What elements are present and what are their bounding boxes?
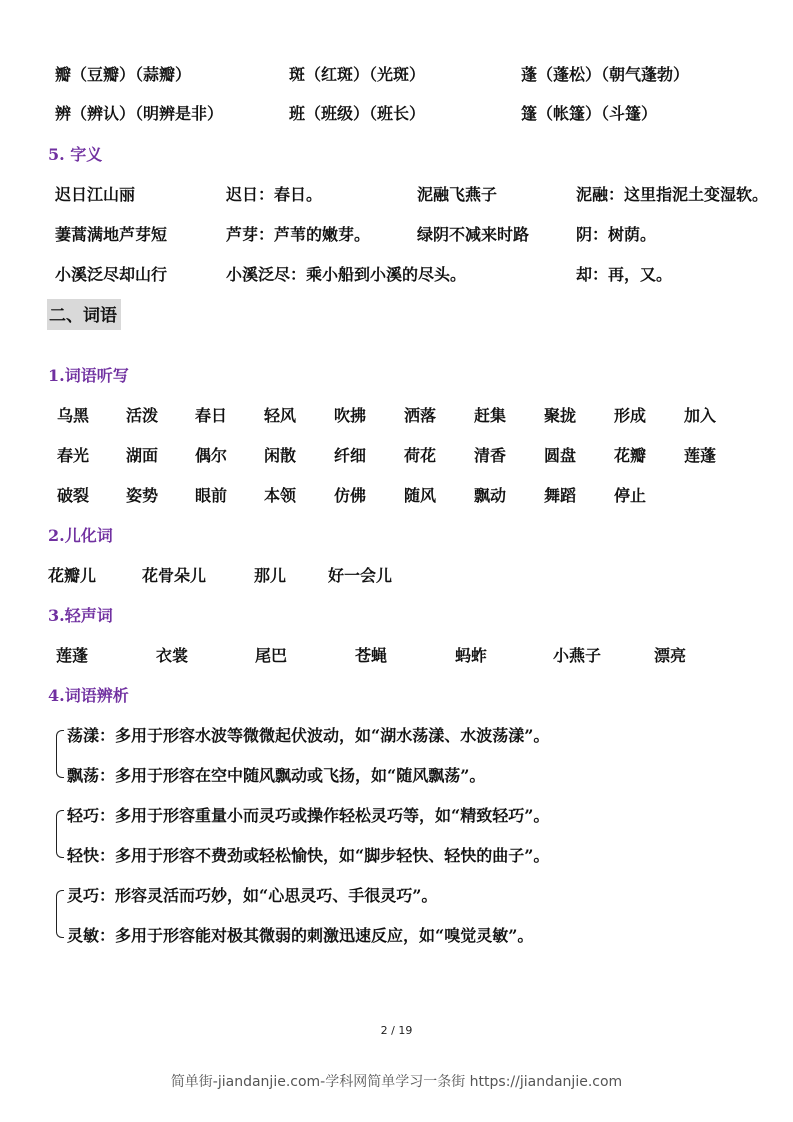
poem-line: 绿阴不减来时路 (417, 225, 530, 244)
bracket-icon (56, 730, 64, 778)
qingsheng-word: 漂亮 (654, 646, 687, 665)
bianxi-line: 轻巧：多用于形容重量小而灵巧或操作轻松灵巧等，如“精致轻巧”。 (67, 806, 550, 825)
dictation-word: 春光 (57, 446, 90, 465)
dictation-word: 荷花 (404, 446, 437, 465)
dictation-word: 仿佛 (334, 486, 367, 505)
poem-gloss: 小溪泛尽：乘小船到小溪的尽头。 (226, 265, 467, 284)
bracket-icon (56, 810, 64, 858)
erhua-word: 那儿 (254, 566, 287, 585)
word-group-ban-2: 斑（红斑）（光斑） (289, 65, 426, 84)
qingsheng-word: 蚂蚱 (455, 646, 488, 665)
erhua-word: 好一会儿 (328, 566, 393, 585)
erhua-word: 花瓣儿 (48, 566, 97, 585)
dictation-word: 加入 (684, 406, 717, 425)
word-group-peng-1: 蓬（蓬松）（朝气蓬勃） (521, 65, 690, 84)
dictation-word: 春日 (195, 406, 228, 425)
poem-line: 泥融飞燕子 (417, 185, 498, 204)
dictation-word: 眼前 (195, 486, 228, 505)
qingsheng-word: 小燕子 (553, 646, 602, 665)
dictation-word: 圆盘 (544, 446, 577, 465)
word-group-ban-1: 瓣（豆瓣）（蒜瓣） (55, 65, 192, 84)
dictation-word: 清香 (474, 446, 507, 465)
dictation-word: 花瓣 (614, 446, 647, 465)
erhua-word: 花骨朵儿 (142, 566, 207, 585)
dictation-word: 莲蓬 (684, 446, 717, 465)
dictation-word: 轻风 (264, 406, 297, 425)
qingsheng-word: 苍蝇 (355, 646, 388, 665)
dictation-word: 赶集 (474, 406, 507, 425)
poem-line: 萋蒿满地芦芽短 (55, 225, 168, 244)
dictation-word: 乌黑 (57, 406, 90, 425)
poem-gloss: 芦芽：芦苇的嫩芽。 (226, 225, 371, 244)
word-group-bian: 辨（辨认）（明辨是非） (55, 104, 224, 123)
dictation-word: 湖面 (126, 446, 159, 465)
bianxi-heading: 4.词语辨析 (48, 686, 129, 705)
dictation-word: 停止 (614, 486, 647, 505)
bianxi-line: 荡漾：多用于形容水波等微微起伏波动，如“湖水荡漾、水波荡漾”。 (67, 726, 550, 745)
qingsheng-heading: 3.轻声词 (48, 606, 113, 625)
dictation-word: 聚拢 (544, 406, 577, 425)
section-2-heading: 二、词语 (47, 299, 121, 330)
page-number: 2 / 19 (380, 1024, 413, 1037)
dictation-word: 吹拂 (334, 406, 367, 425)
bracket-icon (56, 890, 64, 938)
qingsheng-word: 莲蓬 (56, 646, 89, 665)
word-group-ban-3: 班（班级）（班长） (289, 104, 426, 123)
poem-gloss: 泥融：这里指泥土变湿软。 (576, 185, 769, 204)
dictation-word: 姿势 (126, 486, 159, 505)
word-group-peng-2: 篷（帐篷）（斗篷） (521, 104, 658, 123)
dictation-word: 洒落 (404, 406, 437, 425)
dictation-heading: 1.词语听写 (48, 366, 129, 385)
dictation-word: 偶尔 (195, 446, 228, 465)
dictation-word: 形成 (614, 406, 647, 425)
dictation-word: 活泼 (126, 406, 159, 425)
dictation-word: 纤细 (334, 446, 367, 465)
dictation-word: 飘动 (474, 486, 507, 505)
erhua-heading: 2.儿化词 (48, 526, 113, 545)
section-5-heading: 5. 字义 (48, 145, 103, 164)
poem-line: 小溪泛尽却山行 (55, 265, 168, 284)
dictation-word: 破裂 (57, 486, 90, 505)
qingsheng-word: 尾巴 (255, 646, 288, 665)
dictation-word: 闲散 (264, 446, 297, 465)
poem-gloss: 迟日：春日。 (226, 185, 323, 204)
qingsheng-word: 衣裳 (156, 646, 189, 665)
bianxi-line: 轻快：多用于形容不费劲或轻松愉快，如“脚步轻快、轻快的曲子”。 (67, 846, 550, 865)
dictation-word: 随风 (404, 486, 437, 505)
dictation-word: 舞蹈 (544, 486, 577, 505)
bianxi-line: 灵巧：形容灵活而巧妙，如“心思灵巧、手很灵巧”。 (67, 886, 438, 905)
poem-gloss: 阴：树荫。 (576, 225, 657, 244)
site-footer[interactable]: 简单街-jiandanjie.com-学科网简单学习一条街 https://jiandanjie.com (170, 1074, 623, 1090)
poem-gloss: 却：再，又。 (576, 265, 673, 284)
dictation-word: 本领 (264, 486, 297, 505)
bianxi-line: 灵敏：多用于形容能对极其微弱的刺激迅速反应，如“嗅觉灵敏”。 (67, 926, 534, 945)
bianxi-line: 飘荡：多用于形容在空中随风飘动或飞扬，如“随风飘荡”。 (67, 766, 486, 785)
poem-line: 迟日江山丽 (55, 185, 136, 204)
